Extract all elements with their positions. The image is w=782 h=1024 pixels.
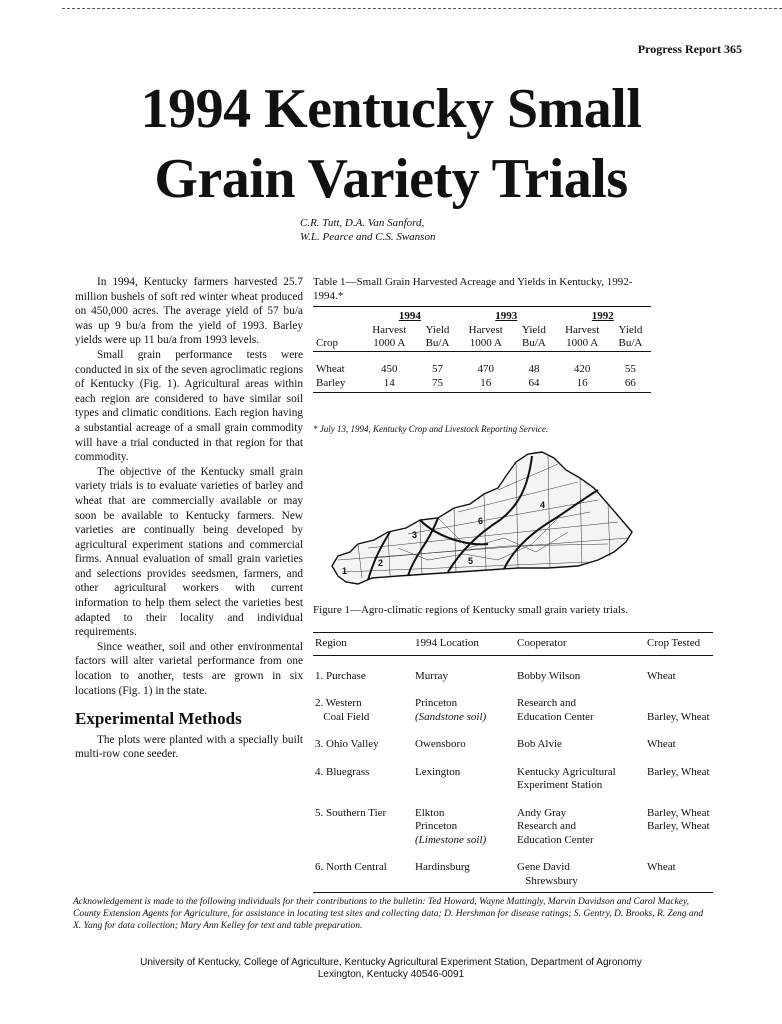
table-cell: 420 [573,363,591,375]
location-cell: Lexington [415,765,461,778]
body-paragraph: The plots were planted with a specially built multi-row cone seeder. [75,733,303,761]
table-cell: 75 [432,377,444,389]
region-cell: 4. Bluegrass [315,765,370,778]
body-paragraph: Since weather, soil and other environmental factors will alter varietal performance from one location to another, tests are grown in six locations (Fig. 1) in the state. [75,640,303,697]
crop-cell: Barley, Wheat [647,765,710,778]
body-text-column [75,275,303,762]
kentucky-regions-map [328,448,638,598]
col-header-harvest: Harvest 1000 A [458,323,513,352]
region-number: 6 [478,516,484,526]
crop-cell: Wheat [647,669,676,682]
acreage-yield-table [313,306,651,393]
table-row [313,807,713,848]
table-cell: 57 [432,363,444,375]
region-number: 5 [468,556,474,566]
crop-cell: Barley, Wheat [647,710,710,723]
table-cell: 16 [480,377,492,389]
regions-table [313,632,713,893]
table-row [313,670,713,684]
table1-footnote: * July 13, 1994, Kentucky Crop and Livestock Reporting Service. [313,424,549,434]
region-cell: 6. North Central [315,861,387,873]
page-title [0,74,782,214]
table-cell: Wheat [316,363,345,375]
col-header: Region [313,633,413,656]
col-header-harvest: Harvest 1000 A [362,323,417,352]
col-header-yield: Yield Bu/A [610,323,651,352]
acknowledgement: Acknowledgement is made to the following individuals for their contributions to the bulletin: Ted Howard, Wayne Mattingly, Marvin Davidson and Carol Mackey, County Extension Agents for Agriculture, for assistance in locating test sites and collecting data; D. Hershman for disease ratings; S. Gentry, D. Brooks, R. Zeng and X. Yang for data collection; Mary Ann Kelley for text and table preparation. [73,897,704,931]
figure1-caption: Figure 1—Agro-climatic regions of Kentucky small grain variety trials. [313,604,628,616]
col-header-yield: Yield Bu/A [513,323,554,352]
methods-heading: Experimental Methods [75,709,242,729]
series-label: Progress Report 365 [637,42,742,56]
location-cell: Elkton Princeton (Limestone soil) [415,806,487,846]
body-paragraph: The objective of the Kentucky small grain variety trials is to evaluate varieties of barley and wheat that are commercially available or may soon be available to Kentucky farmers. New varieties are continually being developed by agricultural experiment stations and commercial firms. Annual evaluation of small grain varieties and selections provides seedsmen, farmers, and other agricultural workers with current information to help them select the varieties best adapted to their locality and individual requirements. [75,465,303,639]
crop-cell: Wheat [647,738,676,750]
body-paragraph: In 1994, Kentucky farmers harvested 25.7 million bushels of soft red winter wheat produced on 450,000 acres. The average yield of 57 bu/a was up 9 bu/a from the yield of 1993. Barley yields were up 11 bu/a from 1993 levels. [75,276,303,347]
authors-line-2: W.L. Pearce and C.S. Swanson [300,231,436,243]
footer-line-2: Lexington, Kentucky 40546-0091 [317,969,465,980]
region-number: 1 [342,566,348,576]
footer-line-1: University of Kentucky, College of Agriculture, Kentucky Agricultural Experiment Station, Department of Agronomy [140,957,642,968]
table-row [313,362,651,376]
body-paragraph: Small grain performance tests were conducted in six of the seven agroclimatic regions of Kentucky (Fig. 1). Agricultural areas within each region are considered to have similar soil types and climatic conditions. Each region having a substantial acreage of a small grain commodity will have a trial conducted in that region for that commodity. [75,348,303,464]
table-cell: 14 [383,377,395,389]
region-cell: 2. Western Coal Field [315,697,370,723]
year-header: 1993 [495,310,518,322]
region-number: 4 [540,500,546,510]
year-header: 1992 [591,310,614,322]
col-header-harvest: Harvest 1000 A [555,323,610,352]
table-cell: 66 [624,377,636,389]
location-cell: Murray [415,669,448,682]
col-header: 1994 Location [413,633,515,656]
crop-cell: Barley, Wheat Barley, Wheat [647,806,710,832]
cooperator-cell: Gene David Shrewsbury [517,861,578,887]
location-cell: Owensboro [415,738,466,750]
region-number: 2 [378,558,384,568]
table-cell: 470 [477,363,494,375]
table-row [313,861,713,888]
cooperator-cell: Kentucky Agricultural Experiment Station [517,765,616,791]
table-row [313,376,651,390]
location-cell: Princeton (Sandstone soil) [415,697,487,723]
table-cell: 450 [381,363,398,375]
table1-caption: Table 1—Small Grain Harvested Acreage and Yields in Kentucky, 1992-1994.* [313,276,633,302]
cooperator-cell: Research and Education Center [517,697,594,723]
location-cell: Hardinsburg [415,861,470,873]
col-header: Crop Tested [645,633,713,656]
year-header: 1994 [398,310,421,322]
region-number: 3 [412,530,418,540]
authors [300,216,435,244]
table-row [313,738,713,752]
table-cell: 64 [528,377,540,389]
title-line-2: Grain Variety Trials [154,148,628,210]
title-line-1: 1994 Kentucky Small [140,78,642,140]
table-cell: 48 [528,363,540,375]
table-cell: 55 [624,363,636,375]
authors-line-1: C.R. Tutt, D.A. Van Sanford, [300,217,425,229]
cooperator-cell: Bobby Wilson [517,669,581,682]
region-cell: 5. Southern Tier [315,806,387,819]
table-cell: 16 [576,377,588,389]
crop-cell: Wheat [647,861,676,873]
region-cell: 1. Purchase [315,669,366,682]
col-header: Cooperator [515,633,645,656]
region-cell: 3. Ohio Valley [315,738,379,750]
cooperator-cell: Andy Gray Research and Education Center [517,806,594,846]
cooperator-cell: Bob Alvie [517,738,562,750]
top-dashed-rule [62,8,782,9]
table-cell: Barley [316,377,346,389]
table-row [313,766,713,793]
col-header-crop: Crop [313,323,362,352]
publisher-footer [0,957,782,981]
col-header-yield: Yield Bu/A [417,323,458,352]
table-row [313,697,713,724]
